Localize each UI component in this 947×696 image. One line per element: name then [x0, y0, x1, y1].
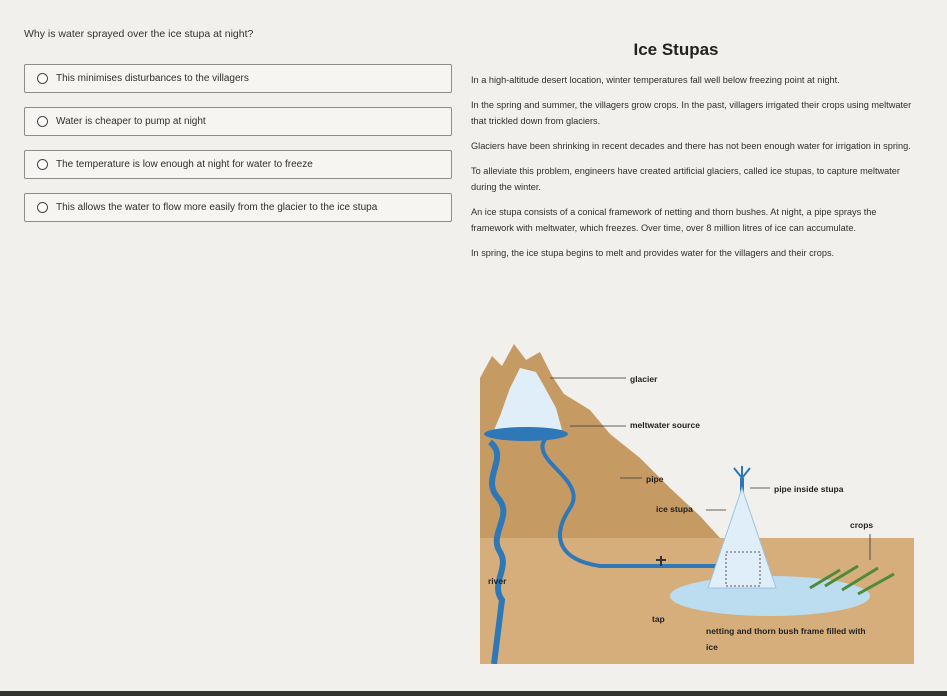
ice-stupa-diagram: [480, 338, 914, 664]
paragraph: In the spring and summer, the villagers grow crops. In the past, villagers irrigated their crops using meltwater that trickled down from glaciers.: [471, 100, 912, 126]
label-river: river: [488, 576, 507, 586]
panel-title: Ice Stupas: [633, 40, 719, 59]
answer-options: [24, 64, 452, 236]
option-label: This minimises disturbances to the villagers: [56, 73, 249, 84]
label-meltwater-source: meltwater source: [630, 420, 700, 430]
bottom-bar: [0, 691, 947, 696]
water-spray: [734, 466, 750, 478]
option-2[interactable]: [24, 107, 452, 136]
label-pipe: pipe: [646, 474, 664, 484]
paragraph: Glaciers have been shrinking in recent decades and there has not been enough water for irrigation in spring.: [471, 141, 911, 151]
radio-button[interactable]: [37, 159, 48, 170]
paragraph: To alleviate this problem, engineers have created artificial glaciers, called ice stupas, to capture meltwater during the winter.: [471, 166, 900, 192]
option-4[interactable]: [24, 193, 452, 222]
option-label: This allows the water to flow more easily from the glacier to the ice stupa: [56, 202, 378, 213]
label-netting-ice: ice: [706, 642, 718, 652]
question-text: Why is water sprayed over the ice stupa at night?: [24, 28, 254, 40]
meltwater-lake: [484, 427, 568, 441]
option-1[interactable]: [24, 64, 452, 93]
label-tap: tap: [652, 614, 665, 624]
option-3[interactable]: [24, 150, 452, 179]
label-netting: netting and thorn bush frame filled with: [706, 626, 866, 636]
label-ice-stupa: ice stupa: [656, 504, 693, 514]
paragraph: In spring, the ice stupa begins to melt and provides water for the villagers and their crops.: [471, 248, 835, 258]
option-label: The temperature is low enough at night for water to freeze: [56, 159, 313, 170]
radio-button[interactable]: [37, 116, 48, 127]
label-crops: crops: [850, 520, 874, 530]
diagram-svg: [480, 338, 914, 664]
label-glacier: glacier: [630, 374, 658, 384]
label-pipe-inside-stupa: pipe inside stupa: [774, 484, 844, 494]
paragraph: An ice stupa consists of a conical framework of netting and thorn bushes. At night, a pipe sprays the framework with meltwater, which freezes. Over time, over 8 million litres of ice can accumulate.: [471, 207, 877, 233]
option-label: Water is cheaper to pump at night: [56, 116, 206, 127]
radio-button[interactable]: [37, 73, 48, 84]
paragraph: In a high-altitude desert location, winter temperatures fall well below freezing point at night.: [471, 75, 840, 85]
radio-button[interactable]: [37, 202, 48, 213]
source-panel: [471, 40, 921, 270]
